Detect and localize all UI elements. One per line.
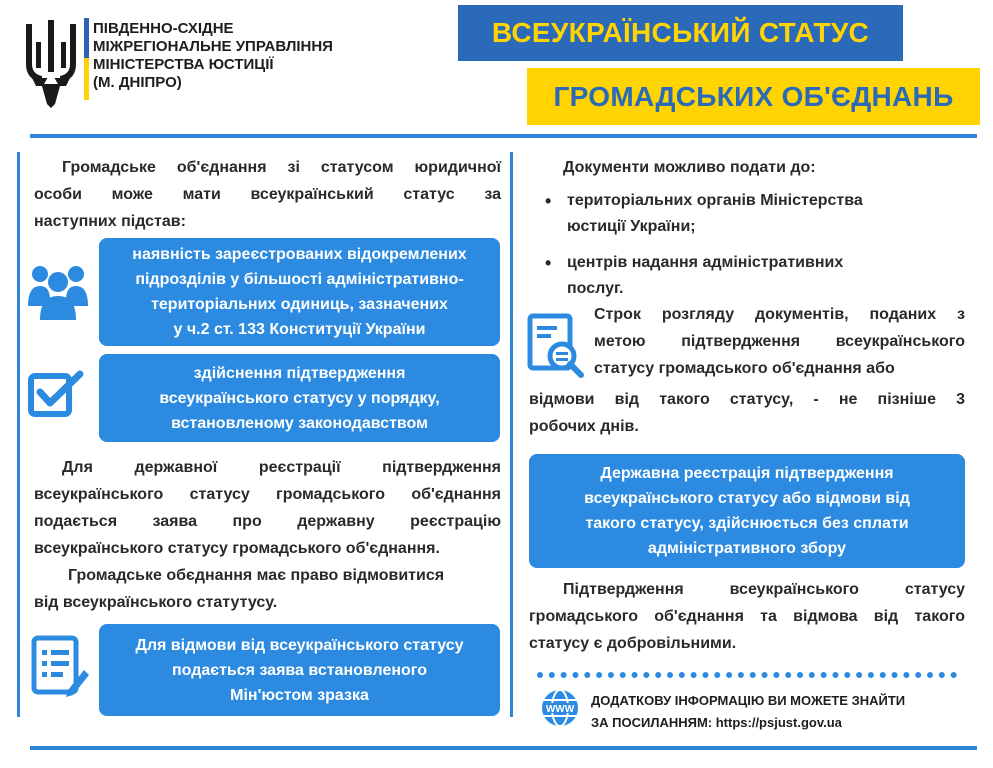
term-line: Строк розгляду документів, поданих з bbox=[594, 306, 965, 323]
term-paragraph-bottom bbox=[529, 386, 965, 440]
refusal-box bbox=[99, 624, 500, 716]
registration-line: всеукраїнського статусу громадського об'єднання. bbox=[34, 540, 440, 557]
box-line: всеукраїнського статусу у порядку, bbox=[159, 389, 440, 407]
refuse-paragraph bbox=[34, 562, 501, 616]
box-line: всеукраїнського статусу або відмови від bbox=[584, 490, 910, 507]
bullet-dot-icon: • bbox=[545, 253, 552, 273]
voluntary-paragraph bbox=[529, 576, 965, 657]
docs-list bbox=[545, 188, 965, 302]
list-item bbox=[545, 250, 965, 302]
box-line: Для відмови від всеукраїнського статусу bbox=[135, 636, 464, 654]
checkbox-icon bbox=[28, 370, 86, 418]
flag-stripe-blue bbox=[84, 18, 89, 58]
intro-line: наступних підстав: bbox=[34, 213, 186, 230]
org-line: МІНІСТЕРСТВА ЮСТИЦІЇ bbox=[93, 56, 274, 73]
intro-line: Громадське об'єднання зі статусом юридичної bbox=[62, 159, 501, 176]
box-line: Мін'юстом зразка bbox=[230, 686, 369, 704]
box-line: здійснення підтвердження bbox=[193, 364, 406, 382]
docs-title: Документи можливо подати до: bbox=[563, 159, 816, 176]
voluntary-line: статусу є добровільними. bbox=[529, 635, 737, 652]
box-line: встановленому законодавством bbox=[171, 414, 428, 432]
box-line: Державна реєстрація підтвердження bbox=[600, 465, 894, 482]
box-line: адміністративного збору bbox=[647, 540, 847, 557]
basis-box-2 bbox=[99, 354, 500, 442]
voluntary-line: громадського об'єднання та відмова від такого bbox=[529, 608, 965, 625]
refuse-line: від всеукраїнського статутусу. bbox=[34, 594, 278, 611]
list-item bbox=[545, 188, 965, 240]
title-line-1: ВСЕУКРАЇНСЬКИЙ СТАТУС bbox=[458, 5, 903, 61]
org-line: ПІВДЕННО-СХІДНЕ bbox=[93, 20, 234, 37]
intro-paragraph bbox=[34, 154, 501, 235]
list-item-line: юстиції України; bbox=[567, 218, 696, 235]
term-line: робочих днів. bbox=[529, 418, 639, 435]
box-line: наявність зареєстрованих відокремлених bbox=[132, 246, 467, 263]
box-line: у ч.2 ст. 133 Конституції України bbox=[173, 321, 426, 338]
document-search-icon bbox=[526, 312, 586, 378]
dotted-separator bbox=[537, 672, 957, 678]
list-item-line: центрів надання адміністративних bbox=[567, 254, 844, 271]
coat-of-arms-icon bbox=[22, 18, 80, 108]
org-line: (М. ДНІПРО) bbox=[93, 74, 182, 91]
org-line: МІЖРЕГІОНАЛЬНЕ УПРАВЛІННЯ bbox=[93, 38, 333, 55]
footer-line: ЗА ПОСИЛАННЯМ: https://psjust.gov.ua bbox=[591, 715, 842, 730]
title-line-2: ГРОМАДСЬКИХ ОБ'ЄДНАНЬ bbox=[527, 68, 980, 125]
box-line: територіальних одиниць, зазначених bbox=[151, 296, 448, 313]
footer-line: ДОДАТКОВУ ІНФОРМАЦІЮ ВИ МОЖЕТЕ ЗНАЙТИ bbox=[591, 693, 906, 708]
flag-stripe-yellow bbox=[84, 58, 89, 100]
list-item-line: територіальних органів Міністерства bbox=[567, 192, 863, 209]
organization-name bbox=[93, 20, 393, 92]
term-line: відмови від такого статусу, - не пізніше 3 bbox=[529, 391, 965, 408]
bottom-divider bbox=[30, 746, 977, 750]
bullet-dot-icon: • bbox=[545, 191, 552, 211]
www-label: WWW bbox=[545, 704, 575, 715]
term-line: метою підтвердження всеукраїнського bbox=[594, 333, 965, 350]
registration-line: Для державної реєстрації підтвердження bbox=[62, 459, 501, 476]
term-paragraph-top bbox=[594, 301, 965, 382]
top-divider bbox=[30, 134, 977, 138]
free-of-charge-box bbox=[529, 454, 965, 568]
voluntary-line: Підтвердження всеукраїнського статусу bbox=[563, 581, 965, 598]
footer-info bbox=[591, 690, 971, 734]
box-line: такого статусу, здійснюється без сплати bbox=[585, 515, 909, 532]
left-border-line bbox=[17, 152, 20, 717]
box-line: підрозділів у більшості адміністративно- bbox=[135, 271, 464, 288]
people-group-icon bbox=[26, 260, 90, 320]
term-line: статусу громадського об'єднання або bbox=[594, 360, 895, 377]
intro-line: особи може мати всеукраїнський статус за bbox=[34, 186, 501, 203]
registration-line: подається заява про державну реєстрацію bbox=[34, 513, 501, 530]
application-form-icon bbox=[30, 634, 90, 698]
basis-box-1 bbox=[99, 238, 500, 346]
box-line: подається заява встановленого bbox=[171, 661, 428, 679]
list-item-line: послуг. bbox=[567, 280, 624, 297]
globe-www-icon bbox=[540, 688, 580, 728]
refuse-line: Громадське обєднання має право відмовитися bbox=[68, 567, 445, 584]
registration-paragraph bbox=[34, 454, 501, 562]
registration-line: всеукраїнського статусу громадського об'єднання bbox=[34, 486, 501, 503]
center-divider-line bbox=[510, 152, 513, 717]
